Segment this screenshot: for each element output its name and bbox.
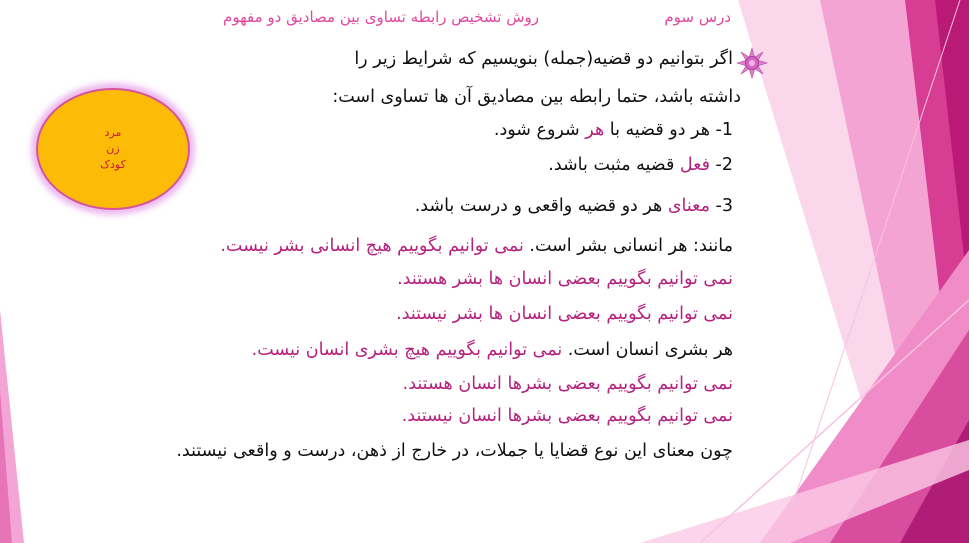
condition-intro-line-2: داشته باشد، حتما رابطه بین مصادیق آن ها تساوی است: <box>332 87 741 107</box>
condition-1-end: شروع شود. <box>493 120 586 140</box>
example-1-line-2: نمی توانیم بگوییم بعضی انسان ها بشر هستند. <box>397 269 733 289</box>
condition-2-text: قضیه مثبت باشد. <box>548 155 680 175</box>
circle-word-3: کودک <box>100 158 126 171</box>
condition-3-number: 3- <box>709 196 733 216</box>
condition-2-keyword: فعل <box>679 155 710 175</box>
condition-3-keyword: معنای <box>667 196 710 216</box>
condition-1-keyword: هر <box>585 120 605 140</box>
condition-2-number: 2- <box>709 155 733 175</box>
example-circle <box>36 88 190 210</box>
sun-flower-icon <box>736 47 768 79</box>
example-2 <box>252 337 733 363</box>
slide-title: روش تشخیص رابطه تساوی بین مصادیق دو مفهوم <box>223 8 539 26</box>
lesson-label: درس سوم <box>664 8 731 26</box>
example-2-negation: نمی توانیم بگوییم هیچ بشری انسان نیست. <box>251 340 563 360</box>
example-1-statement: مانند: هر انسانی بشر است. <box>523 236 733 256</box>
example-2-line-3: نمی توانیم بگوییم بعضی بشرها انسان نیستند. <box>401 406 733 426</box>
example-1 <box>220 233 733 259</box>
condition-1-text: 1- هر دو قضیه با <box>604 120 733 140</box>
example-2-line-2: نمی توانیم بگوییم بعضی بشرها انسان هستند. <box>402 374 733 394</box>
condition-3-text: هر دو قضیه واقعی و درست باشد. <box>414 196 668 216</box>
circle-word-2: زن <box>106 142 120 155</box>
example-1-negation: نمی توانیم بگوییم هیچ انسانی بشر نیست. <box>220 236 524 256</box>
conclusion: چون معنای این نوع قضایا یا جملات، در خارج از ذهن، درست و واقعی نیستند. <box>176 441 733 461</box>
circle-word-1: مرد <box>104 126 122 139</box>
condition-3 <box>415 193 733 219</box>
condition-intro-line-1: اگر بتوانیم دو قضیه(جمله) بنویسیم که شرایط زیر را <box>354 49 733 69</box>
condition-1 <box>494 117 733 143</box>
condition-2 <box>548 152 733 178</box>
example-2-statement: هر بشری انسان است. <box>562 340 733 360</box>
example-1-line-3: نمی توانیم بگوییم بعضی انسان ها بشر نیستند. <box>396 304 733 324</box>
